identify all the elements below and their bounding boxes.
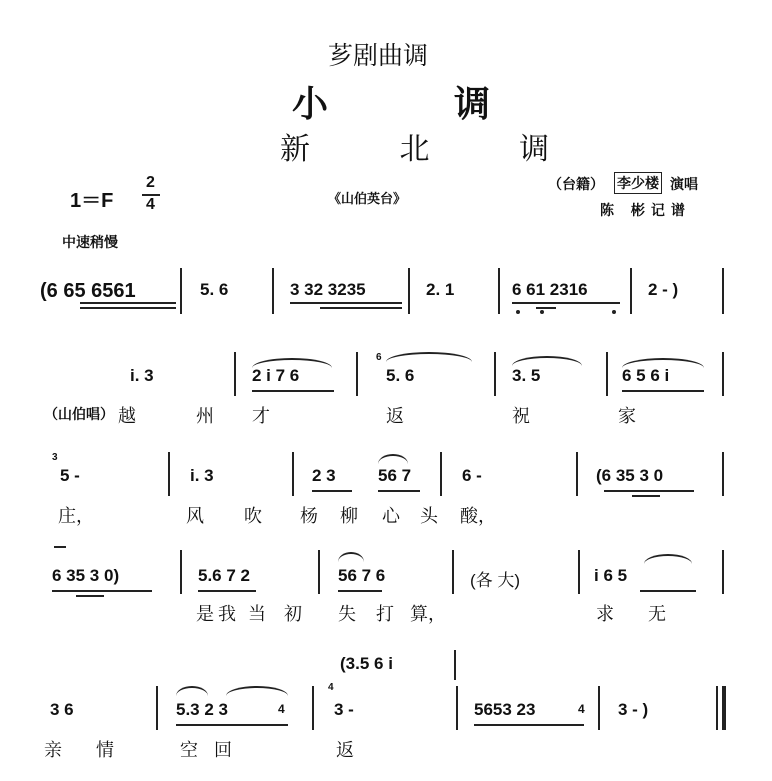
lyric-word: 酸， [460, 506, 496, 527]
lyric-word: 庄， [58, 506, 94, 527]
measure-notes: 5 - [60, 466, 80, 485]
slur [226, 686, 288, 696]
lyric-word: 失 [338, 604, 356, 625]
lyric-word: 越 [118, 406, 136, 427]
bar-line [630, 268, 632, 314]
bar-line [440, 452, 442, 496]
lyric-word: 柳 [340, 506, 358, 527]
octave-dot [516, 310, 520, 314]
bar-line [180, 550, 182, 594]
slur [338, 552, 364, 562]
bar-line [318, 550, 320, 594]
bar-line [168, 452, 170, 496]
tempo-marking: 中速稍慢 [62, 235, 118, 251]
measure-notes: i 6 5 [594, 566, 628, 585]
song-subtitle: 新 北 调 [280, 132, 590, 167]
measure-notes: (6 65 6561 [40, 280, 136, 302]
slur [622, 358, 704, 368]
slur [386, 352, 472, 362]
underline [338, 590, 382, 592]
measure-notes: (各 大) [470, 571, 521, 590]
singer-name: 李少楼 [614, 172, 662, 194]
genre-title: 芗剧曲调 [328, 41, 429, 70]
lyric-word: 情 [96, 740, 114, 761]
lyric-word: 风 [186, 506, 204, 527]
bar-line [494, 352, 496, 396]
underline [378, 490, 420, 492]
slur [378, 454, 408, 464]
lyric-word: 求 [596, 604, 614, 625]
measure-notes: (6 35 3 0 [596, 466, 664, 485]
measure-notes: 6 35 3 0) [52, 566, 120, 585]
bar-line [454, 650, 456, 680]
octave-dot [540, 310, 544, 314]
octave-dot [612, 310, 616, 314]
measure-notes: i. 3 [190, 466, 214, 485]
lyric-word: 返 [386, 406, 404, 427]
bar-line [312, 686, 314, 730]
grace-note: 4 [278, 702, 285, 716]
slur [252, 358, 332, 368]
measure-notes: 56 7 [378, 466, 412, 485]
underline [320, 307, 402, 309]
lyric-word: 回 [214, 740, 232, 761]
lyric-word: 算， [410, 604, 446, 625]
bar-line [578, 550, 580, 594]
measure-notes: 3 - [334, 700, 354, 719]
lyric-word: 是 [196, 604, 214, 625]
underline [512, 302, 620, 304]
slur [512, 356, 582, 366]
measure-notes: 2 i 7 6 [252, 366, 300, 385]
lyric-word: 打 [376, 604, 394, 625]
lyric-word: 州 [196, 406, 214, 427]
song-title: 小 调 [292, 83, 549, 124]
underline [80, 302, 176, 304]
underline [312, 490, 352, 492]
lyric-word: 我 [218, 604, 236, 625]
time-signature-top: 2 [146, 174, 155, 191]
measure-notes: i. 3 [130, 366, 154, 385]
underline [640, 590, 696, 592]
underline [252, 390, 334, 392]
origin-label: （台籍） [548, 177, 604, 193]
underline [632, 495, 660, 497]
lyric-word: 无 [648, 604, 666, 625]
grace-note: 4 [578, 702, 585, 716]
underline [622, 390, 704, 392]
bar-line [356, 352, 358, 396]
bar-line [452, 550, 454, 594]
underline [536, 307, 556, 309]
bar-line [498, 268, 500, 314]
lyric-word: 返 [336, 740, 354, 761]
underline [290, 302, 402, 304]
underline [604, 490, 694, 492]
measure-notes: 2. 1 [426, 280, 455, 299]
sang-label: 演唱 [670, 177, 698, 193]
measure-notes: 5. 6 [386, 366, 415, 385]
underline [52, 590, 152, 592]
final-bar-line [722, 686, 726, 730]
measure-notes: 5.3 2 3 [176, 700, 228, 719]
bar-line [722, 268, 724, 314]
role-label: （山伯唱） [44, 407, 114, 423]
lyric-word: 杨 [300, 506, 318, 527]
grace-note: 4 [328, 682, 334, 693]
lyric-word: 吹 [244, 506, 262, 527]
slur [644, 554, 692, 564]
bar-line [456, 686, 458, 730]
alternate-notes: (3.5 6 i [340, 654, 393, 673]
repeat-dash [54, 546, 66, 548]
underline [76, 595, 104, 597]
underline [80, 307, 176, 309]
lyric-word: 当 [248, 604, 266, 625]
measure-notes: 3. 5 [512, 366, 541, 385]
measure-notes: 5. 6 [200, 280, 229, 299]
grace-note: 6 [376, 352, 382, 363]
measure-notes: 2 3 [312, 466, 336, 485]
lyric-word: 心 [382, 506, 400, 527]
underline [474, 724, 584, 726]
bar-line [722, 352, 724, 396]
bar-line [180, 268, 182, 314]
measure-notes: 3 - ) [618, 700, 649, 719]
measure-notes: 3 32 3235 [290, 280, 366, 299]
measure-notes: 56 7 6 [338, 566, 386, 585]
slur [176, 686, 208, 696]
measure-notes: 5653 23 [474, 700, 536, 719]
play-name: 《山伯英台》 [328, 192, 407, 207]
time-signature-bottom: 4 [146, 196, 155, 213]
bar-line [722, 550, 724, 594]
measure-notes: 6 - [462, 466, 482, 485]
underline [198, 590, 256, 592]
lyric-word: 家 [618, 406, 636, 427]
measure-notes: 5.6 7 2 [198, 566, 250, 585]
measure-notes: 2 - ) [648, 280, 679, 299]
bar-line [408, 268, 410, 314]
bar-line [272, 268, 274, 314]
bar-line [598, 686, 600, 730]
bar-line [576, 452, 578, 496]
recorder-label: 陈 彬记谱 [600, 203, 691, 219]
measure-notes: 6 61 2316 [512, 280, 588, 299]
final-bar-line [716, 686, 718, 730]
grace-note: 3 [52, 452, 58, 463]
lyric-word: 才 [252, 406, 270, 427]
lyric-word: 空 [180, 740, 198, 761]
lyric-word: 亲 [44, 740, 62, 761]
measure-notes: 3 6 [50, 700, 74, 719]
bar-line [156, 686, 158, 730]
bar-line [292, 452, 294, 496]
key-signature: 1＝F [70, 190, 114, 212]
lyric-word: 头 [420, 506, 438, 527]
bar-line [606, 352, 608, 396]
bar-line [722, 452, 724, 496]
measure-notes: 6 5 6 i [622, 366, 670, 385]
lyric-word: 祝 [512, 406, 530, 427]
underline [176, 724, 288, 726]
lyric-word: 初 [284, 604, 302, 625]
bar-line [234, 352, 236, 396]
